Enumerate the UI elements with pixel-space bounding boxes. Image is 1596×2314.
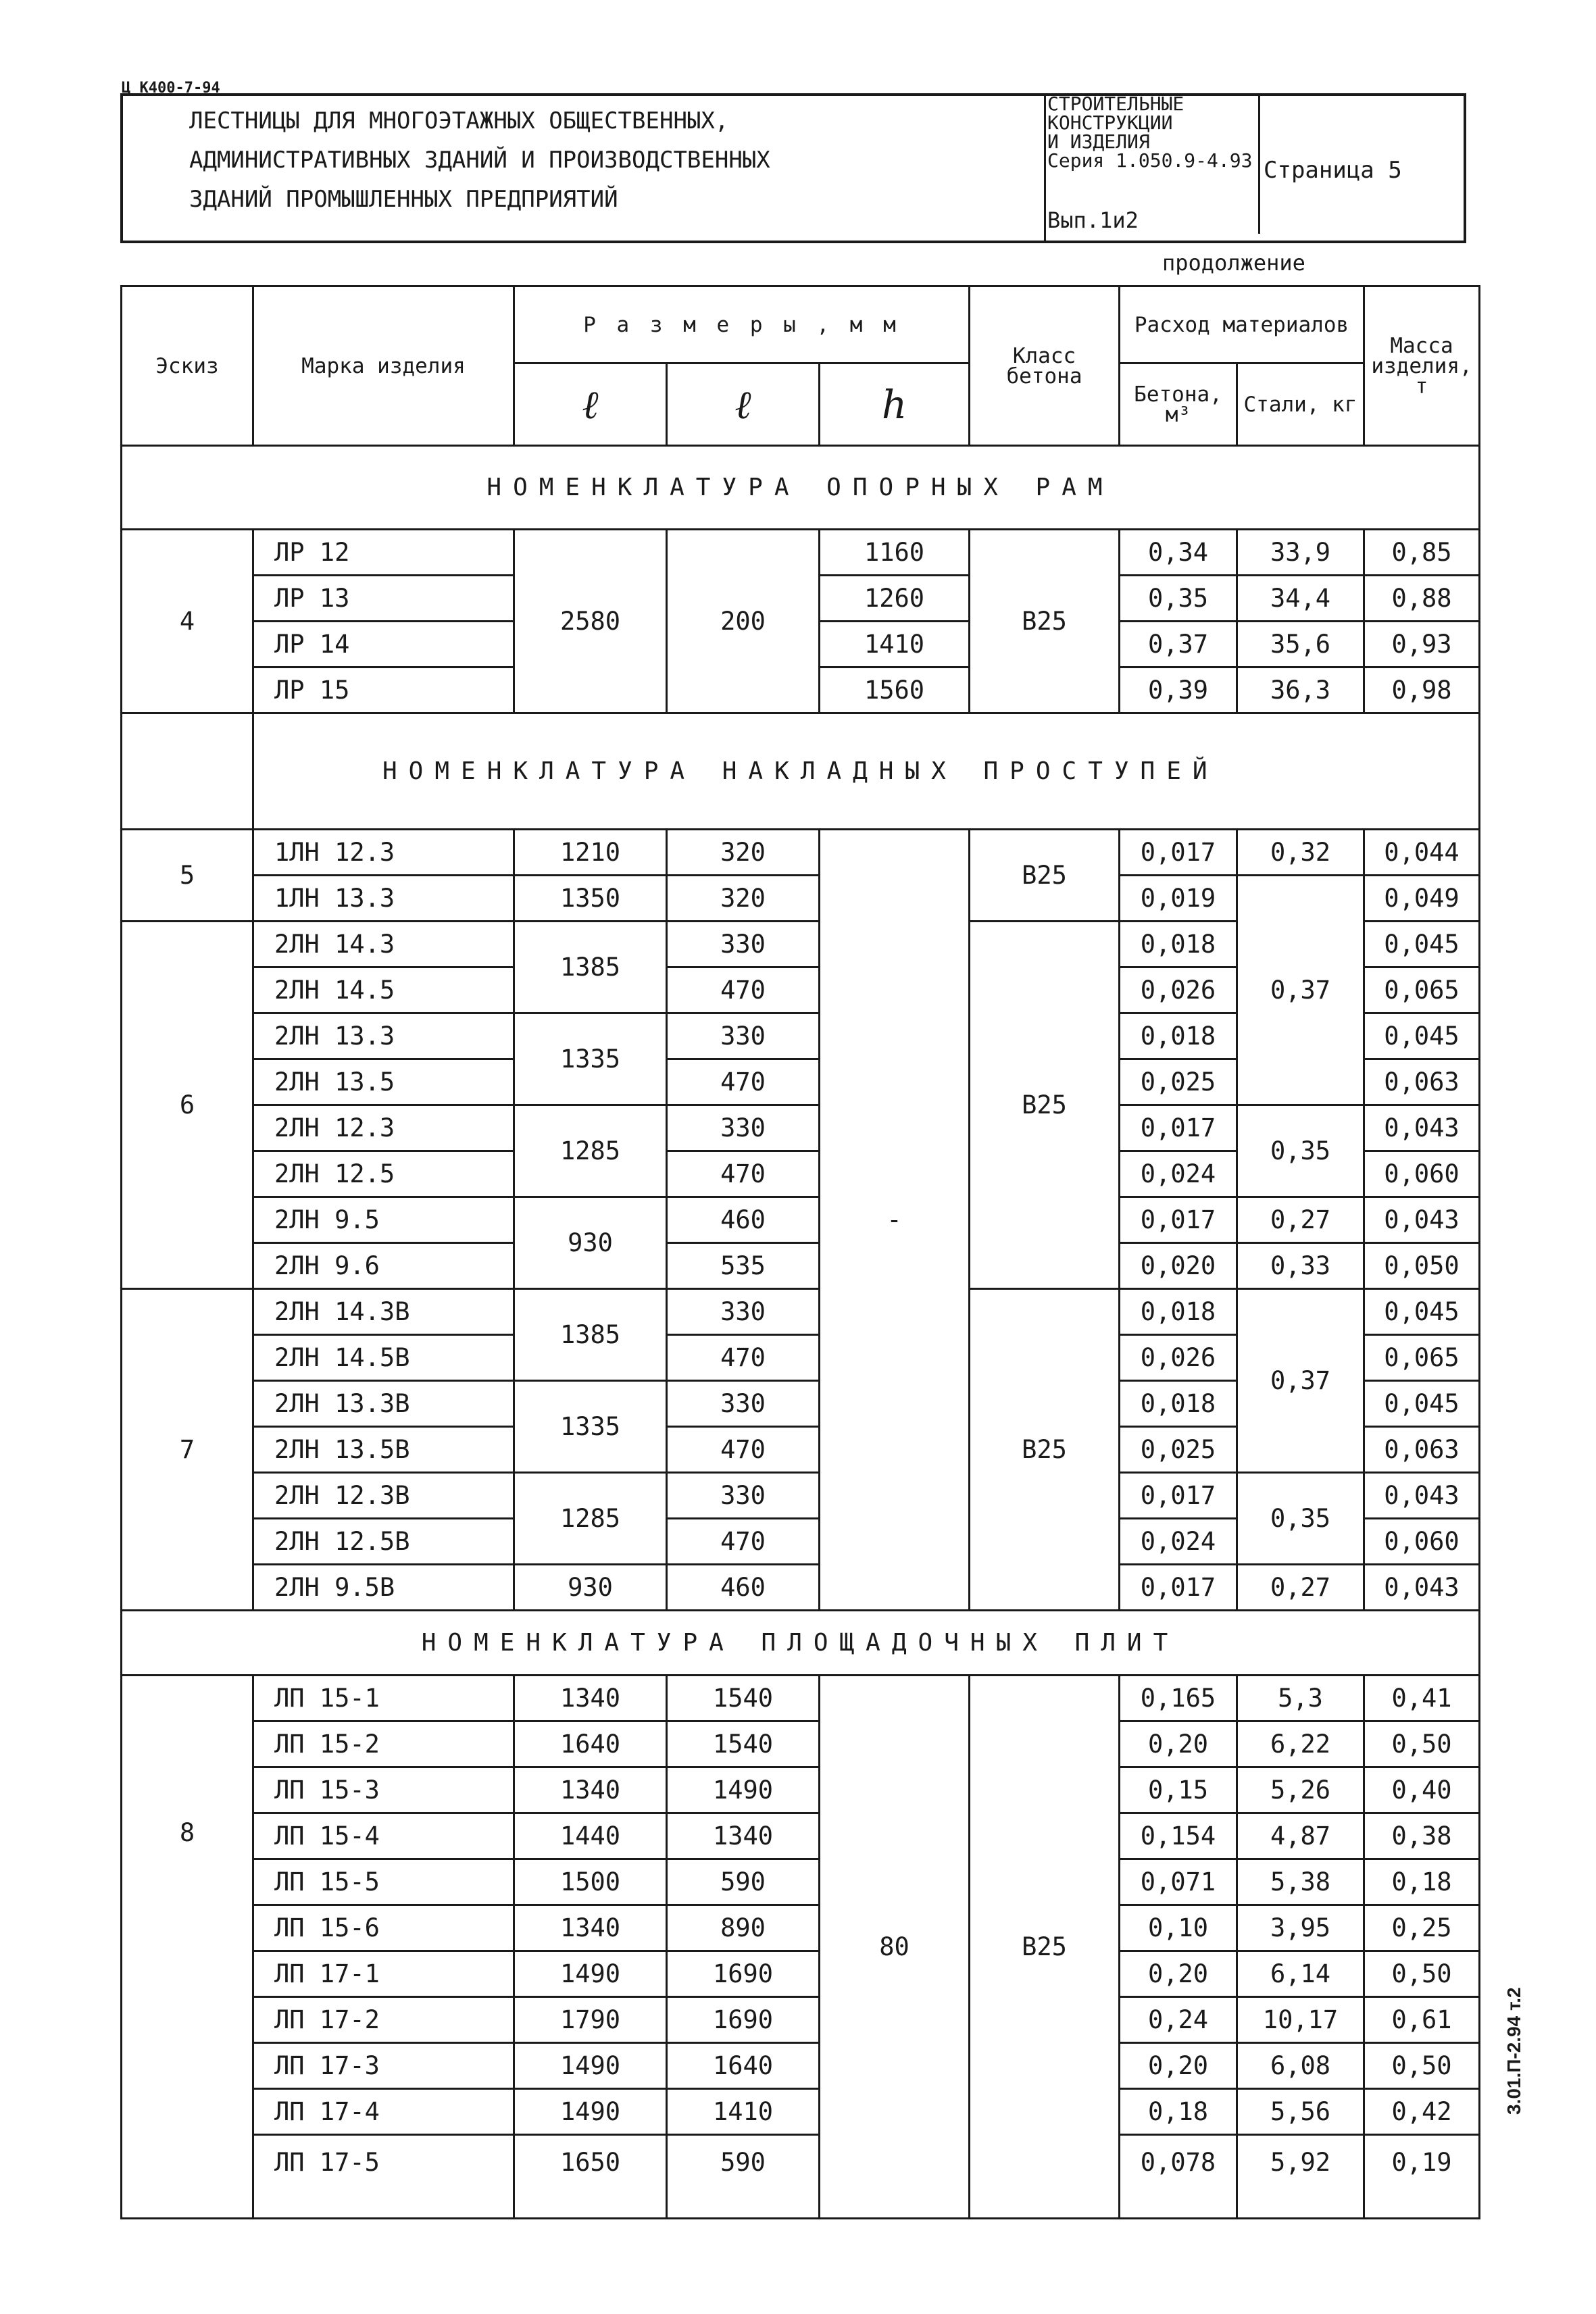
dimension-width: 330 bbox=[667, 1381, 820, 1427]
sketch-number: 6 bbox=[122, 922, 253, 1289]
dimension-length: 1335 bbox=[514, 1381, 667, 1473]
sketch-number: 8 bbox=[122, 1676, 253, 2219]
dimension-height: 1560 bbox=[820, 668, 970, 713]
document-title bbox=[189, 101, 1020, 219]
dimension-length: 1385 bbox=[514, 922, 667, 1013]
col-header-length: ℓ bbox=[514, 363, 667, 446]
product-mass: 0,50 bbox=[1364, 1951, 1480, 1997]
product-mass: 0,98 bbox=[1364, 668, 1480, 713]
product-mark: ЛП 15-2 bbox=[253, 1721, 514, 1767]
product-mark: 2ЛН 13.5 bbox=[253, 1059, 514, 1105]
product-mark: ЛП 17-1 bbox=[253, 1951, 514, 1997]
concrete-volume: 0,025 bbox=[1120, 1427, 1237, 1473]
sketch-number: 4 bbox=[122, 530, 253, 713]
dimension-height: 80 bbox=[820, 1676, 970, 2219]
product-mass: 0,93 bbox=[1364, 622, 1480, 668]
steel-mass: 10,17 bbox=[1237, 1997, 1364, 2043]
concrete-volume: 0,018 bbox=[1120, 1381, 1237, 1427]
steel-mass: 0,33 bbox=[1237, 1243, 1364, 1289]
concrete-volume: 0,34 bbox=[1120, 530, 1237, 576]
product-mass: 0,060 bbox=[1364, 1519, 1480, 1565]
dimension-height: - bbox=[820, 830, 970, 1611]
dimension-width: 1340 bbox=[667, 1813, 820, 1859]
nomenclature-table bbox=[120, 285, 1480, 2219]
product-mass: 0,043 bbox=[1364, 1473, 1480, 1519]
product-mass: 0,50 bbox=[1364, 1721, 1480, 1767]
product-mark: 2ЛН 12.5 bbox=[253, 1151, 514, 1197]
concrete-volume: 0,071 bbox=[1120, 1859, 1237, 1905]
dimension-length: 1285 bbox=[514, 1473, 667, 1565]
series-block bbox=[1047, 95, 1258, 170]
concrete-volume: 0,20 bbox=[1120, 2043, 1237, 2089]
concrete-volume: 0,10 bbox=[1120, 1905, 1237, 1951]
product-mass: 0,043 bbox=[1364, 1565, 1480, 1611]
dimension-width: 470 bbox=[667, 1427, 820, 1473]
steel-mass: 0,35 bbox=[1237, 1105, 1364, 1197]
steel-mass: 6,08 bbox=[1237, 2043, 1364, 2089]
concrete-volume: 0,018 bbox=[1120, 1289, 1237, 1335]
sketch-number: 5 bbox=[122, 830, 253, 922]
dimension-width: 1410 bbox=[667, 2089, 820, 2135]
series-line-3: И ИЗДЕЛИЯ bbox=[1047, 130, 1150, 153]
product-mark: ЛР 14 bbox=[253, 622, 514, 668]
concrete-volume: 0,017 bbox=[1120, 830, 1237, 876]
product-mark: ЛР 12 bbox=[253, 530, 514, 576]
concrete-volume: 0,017 bbox=[1120, 1473, 1237, 1519]
steel-mass: 3,95 bbox=[1237, 1905, 1364, 1951]
product-mass: 0,065 bbox=[1364, 967, 1480, 1013]
steel-mass: 5,38 bbox=[1237, 1859, 1364, 1905]
concrete-volume: 0,019 bbox=[1120, 876, 1237, 922]
dimension-width: 470 bbox=[667, 1519, 820, 1565]
concrete-volume: 0,35 bbox=[1120, 576, 1237, 622]
product-mark: 2ЛН 12.3В bbox=[253, 1473, 514, 1519]
dimension-width: 470 bbox=[667, 1059, 820, 1105]
product-mass: 0,045 bbox=[1364, 1289, 1480, 1335]
dimension-length: 1650 bbox=[514, 2135, 667, 2219]
concrete-volume: 0,154 bbox=[1120, 1813, 1237, 1859]
dimension-width: 1490 bbox=[667, 1767, 820, 1813]
col-header-sizes: Р а з м е р ы , м м bbox=[514, 286, 970, 363]
concrete-volume: 0,024 bbox=[1120, 1151, 1237, 1197]
product-mass: 0,045 bbox=[1364, 922, 1480, 967]
concrete-volume: 0,026 bbox=[1120, 1335, 1237, 1381]
concrete-volume: 0,018 bbox=[1120, 1013, 1237, 1059]
product-mark: 2ЛН 14.5 bbox=[253, 967, 514, 1013]
series-line-4: Серия 1.050.9-4.93 bbox=[1047, 149, 1253, 172]
product-mark: ЛП 17-5 bbox=[253, 2135, 514, 2219]
steel-mass: 6,14 bbox=[1237, 1951, 1364, 1997]
dimension-width: 470 bbox=[667, 1335, 820, 1381]
dimension-length: 1790 bbox=[514, 1997, 667, 2043]
product-mass: 0,043 bbox=[1364, 1105, 1480, 1151]
dimension-width: 330 bbox=[667, 922, 820, 967]
col-header-consumption: Расход материалов bbox=[1120, 286, 1364, 363]
concrete-volume: 0,026 bbox=[1120, 967, 1237, 1013]
steel-mass: 0,27 bbox=[1237, 1565, 1364, 1611]
dimension-width: 330 bbox=[667, 1105, 820, 1151]
concrete-volume: 0,018 bbox=[1120, 922, 1237, 967]
product-mark: 2ЛН 14.3В bbox=[253, 1289, 514, 1335]
section-heading-treads: НОМЕНКЛАТУРА НАКЛАДНЫХ ПРОСТУПЕЙ bbox=[253, 713, 1480, 830]
product-mark: 2ЛН 14.5В bbox=[253, 1335, 514, 1381]
dimension-height: 1260 bbox=[820, 576, 970, 622]
dimension-length: 1500 bbox=[514, 1859, 667, 1905]
product-mass: 0,045 bbox=[1364, 1013, 1480, 1059]
steel-mass: 5,56 bbox=[1237, 2089, 1364, 2135]
product-mass: 0,063 bbox=[1364, 1059, 1480, 1105]
col-header-steel: Стали, кг bbox=[1237, 363, 1364, 446]
dimension-length: 1340 bbox=[514, 1676, 667, 1721]
dimension-width: 320 bbox=[667, 876, 820, 922]
product-mass: 0,41 bbox=[1364, 1676, 1480, 1721]
col-header-concrete-volume: Бетона, м³ bbox=[1120, 363, 1237, 446]
concrete-volume: 0,025 bbox=[1120, 1059, 1237, 1105]
product-mass: 0,61 bbox=[1364, 1997, 1480, 2043]
dimension-length: 1490 bbox=[514, 1951, 667, 1997]
product-mark: 2ЛН 12.3 bbox=[253, 1105, 514, 1151]
product-mass: 0,18 bbox=[1364, 1859, 1480, 1905]
series-line-2: КОНСТРУКЦИИ bbox=[1047, 111, 1173, 134]
continuation-label: продолжение bbox=[1162, 250, 1305, 276]
steel-mass: 36,3 bbox=[1237, 668, 1364, 713]
concrete-volume: 0,017 bbox=[1120, 1197, 1237, 1243]
release-label: Вып.1и2 bbox=[1047, 207, 1139, 233]
concrete-volume: 0,024 bbox=[1120, 1519, 1237, 1565]
dimension-width: 470 bbox=[667, 967, 820, 1013]
product-mark: ЛП 17-3 bbox=[253, 2043, 514, 2089]
steel-mass: 5,3 bbox=[1237, 1676, 1364, 1721]
col-header-concrete-class: Класс бетона bbox=[970, 286, 1120, 446]
product-mark: ЛП 17-4 bbox=[253, 2089, 514, 2135]
concrete-class: В25 bbox=[970, 530, 1120, 713]
sketch-number: 7 bbox=[122, 1289, 253, 1611]
concrete-volume: 0,20 bbox=[1120, 1721, 1237, 1767]
dimension-width: 200 bbox=[667, 530, 820, 713]
product-mark: 2ЛН 9.5 bbox=[253, 1197, 514, 1243]
product-mark: 2ЛН 13.5В bbox=[253, 1427, 514, 1473]
dimension-width: 320 bbox=[667, 830, 820, 876]
steel-mass: 5,26 bbox=[1237, 1767, 1364, 1813]
dimension-length: 1640 bbox=[514, 1721, 667, 1767]
product-mark: ЛП 15-4 bbox=[253, 1813, 514, 1859]
steel-mass: 5,92 bbox=[1237, 2135, 1364, 2219]
product-mass: 0,25 bbox=[1364, 1905, 1480, 1951]
concrete-volume: 0,37 bbox=[1120, 622, 1237, 668]
product-mass: 0,043 bbox=[1364, 1197, 1480, 1243]
product-mass: 0,42 bbox=[1364, 2089, 1480, 2135]
steel-mass: 0,27 bbox=[1237, 1197, 1364, 1243]
dimension-length: 1385 bbox=[514, 1289, 667, 1381]
dimension-length: 1210 bbox=[514, 830, 667, 876]
product-mass: 0,40 bbox=[1364, 1767, 1480, 1813]
concrete-volume: 0,017 bbox=[1120, 1105, 1237, 1151]
dimension-width: 590 bbox=[667, 1859, 820, 1905]
product-mark: ЛП 15-3 bbox=[253, 1767, 514, 1813]
concrete-class: В25 bbox=[970, 830, 1120, 922]
concrete-volume: 0,39 bbox=[1120, 668, 1237, 713]
dimension-width: 1690 bbox=[667, 1951, 820, 1997]
dimension-width: 460 bbox=[667, 1565, 820, 1611]
concrete-class: В25 bbox=[970, 922, 1120, 1289]
dimension-height: 1160 bbox=[820, 530, 970, 576]
dimension-length: 930 bbox=[514, 1197, 667, 1289]
product-mark: ЛП 15-5 bbox=[253, 1859, 514, 1905]
steel-mass: 0,32 bbox=[1237, 830, 1364, 876]
document-code: Ц К400-7-94 bbox=[122, 80, 220, 97]
col-header-mass: Масса изделия, т bbox=[1364, 286, 1480, 446]
product-mark: ЛП 17-2 bbox=[253, 1997, 514, 2043]
product-mark: ЛП 15-6 bbox=[253, 1905, 514, 1951]
title-line-3: ЗДАНИЙ ПРОМЫШЛЕННЫХ ПРЕДПРИЯТИЙ bbox=[189, 186, 618, 213]
dimension-width: 1640 bbox=[667, 2043, 820, 2089]
product-mass: 0,50 bbox=[1364, 2043, 1480, 2089]
product-mass: 0,049 bbox=[1364, 876, 1480, 922]
steel-mass: 4,87 bbox=[1237, 1813, 1364, 1859]
dimension-width: 470 bbox=[667, 1151, 820, 1197]
product-mark: 2ЛН 12.5В bbox=[253, 1519, 514, 1565]
col-header-width: ℓ bbox=[667, 363, 820, 446]
dimension-width: 590 bbox=[667, 2135, 820, 2219]
product-mass: 0,063 bbox=[1364, 1427, 1480, 1473]
concrete-volume: 0,24 bbox=[1120, 1997, 1237, 2043]
concrete-class: В25 bbox=[970, 1289, 1120, 1611]
dimension-length: 1340 bbox=[514, 1905, 667, 1951]
dimension-width: 535 bbox=[667, 1243, 820, 1289]
dimension-width: 1690 bbox=[667, 1997, 820, 2043]
product-mass: 0,045 bbox=[1364, 1381, 1480, 1427]
concrete-volume: 0,078 bbox=[1120, 2135, 1237, 2219]
concrete-volume: 0,017 bbox=[1120, 1565, 1237, 1611]
empty-cell bbox=[122, 713, 253, 830]
dimension-width: 330 bbox=[667, 1013, 820, 1059]
product-mass: 0,050 bbox=[1364, 1243, 1480, 1289]
col-header-mark: Марка изделия bbox=[253, 286, 514, 446]
title-block-divider bbox=[1044, 93, 1046, 243]
product-mass: 0,88 bbox=[1364, 576, 1480, 622]
title-line-2: АДМИНИСТРАТИВНЫХ ЗДАНИЙ И ПРОИЗВОДСТВЕННЫХ bbox=[189, 147, 770, 174]
title-line-1: ЛЕСТНИЦЫ ДЛЯ МНОГОЭТАЖНЫХ ОБЩЕСТВЕННЫХ, bbox=[189, 107, 729, 134]
concrete-volume: 0,20 bbox=[1120, 1951, 1237, 1997]
dimension-width: 1540 bbox=[667, 1676, 820, 1721]
product-mass: 0,044 bbox=[1364, 830, 1480, 876]
series-line-1: СТРОИТЕЛЬНЫЕ bbox=[1047, 93, 1184, 115]
product-mass: 0,38 bbox=[1364, 1813, 1480, 1859]
steel-mass: 0,37 bbox=[1237, 1289, 1364, 1473]
concrete-volume: 0,18 bbox=[1120, 2089, 1237, 2135]
product-mass: 0,065 bbox=[1364, 1335, 1480, 1381]
dimension-length: 2580 bbox=[514, 530, 667, 713]
section-heading-frames: НОМЕНКЛАТУРА ОПОРНЫХ РАМ bbox=[122, 446, 1480, 530]
dimension-width: 330 bbox=[667, 1289, 820, 1335]
dimension-length: 1340 bbox=[514, 1767, 667, 1813]
dimension-length: 1350 bbox=[514, 876, 667, 922]
dimension-width: 1540 bbox=[667, 1721, 820, 1767]
product-mark: ЛР 13 bbox=[253, 576, 514, 622]
product-mark: 2ЛН 13.3 bbox=[253, 1013, 514, 1059]
dimension-height: 1410 bbox=[820, 622, 970, 668]
steel-mass: 0,35 bbox=[1237, 1473, 1364, 1565]
product-mark: ЛР 15 bbox=[253, 668, 514, 713]
side-document-code: 3.01.П-2.94 т.2 bbox=[1503, 1987, 1524, 2115]
steel-mass: 6,22 bbox=[1237, 1721, 1364, 1767]
steel-mass: 35,6 bbox=[1237, 622, 1364, 668]
product-mark: 2ЛН 9.6 bbox=[253, 1243, 514, 1289]
product-mass: 0,19 bbox=[1364, 2135, 1480, 2219]
dimension-length: 1490 bbox=[514, 2089, 667, 2135]
col-header-height: h bbox=[820, 363, 970, 446]
product-mass: 0,85 bbox=[1364, 530, 1480, 576]
product-mark: 2ЛН 13.3В bbox=[253, 1381, 514, 1427]
dimension-width: 890 bbox=[667, 1905, 820, 1951]
product-mark: ЛП 15-1 bbox=[253, 1676, 514, 1721]
concrete-class: В25 bbox=[970, 1676, 1120, 2219]
product-mark: 1ЛН 13.3 bbox=[253, 876, 514, 922]
dimension-length: 1440 bbox=[514, 1813, 667, 1859]
dimension-length: 1490 bbox=[514, 2043, 667, 2089]
dimension-length: 930 bbox=[514, 1565, 667, 1611]
dimension-width: 460 bbox=[667, 1197, 820, 1243]
title-block-divider bbox=[1258, 93, 1260, 234]
dimension-length: 1335 bbox=[514, 1013, 667, 1105]
concrete-volume: 0,15 bbox=[1120, 1767, 1237, 1813]
concrete-volume: 0,165 bbox=[1120, 1676, 1237, 1721]
concrete-volume: 0,020 bbox=[1120, 1243, 1237, 1289]
steel-mass: 34,4 bbox=[1237, 576, 1364, 622]
section-heading-slabs: НОМЕНКЛАТУРА ПЛОЩАДОЧНЫХ ПЛИТ bbox=[122, 1611, 1480, 1676]
product-mark: 2ЛН 9.5В bbox=[253, 1565, 514, 1611]
product-mark: 2ЛН 14.3 bbox=[253, 922, 514, 967]
product-mass: 0,060 bbox=[1364, 1151, 1480, 1197]
steel-mass: 0,37 bbox=[1237, 876, 1364, 1105]
steel-mass: 33,9 bbox=[1237, 530, 1364, 576]
dimension-length: 1285 bbox=[514, 1105, 667, 1197]
col-header-sketch: Эскиз bbox=[122, 286, 253, 446]
product-mark: 1ЛН 12.3 bbox=[253, 830, 514, 876]
page-number: Страница 5 bbox=[1264, 157, 1402, 184]
dimension-width: 330 bbox=[667, 1473, 820, 1519]
